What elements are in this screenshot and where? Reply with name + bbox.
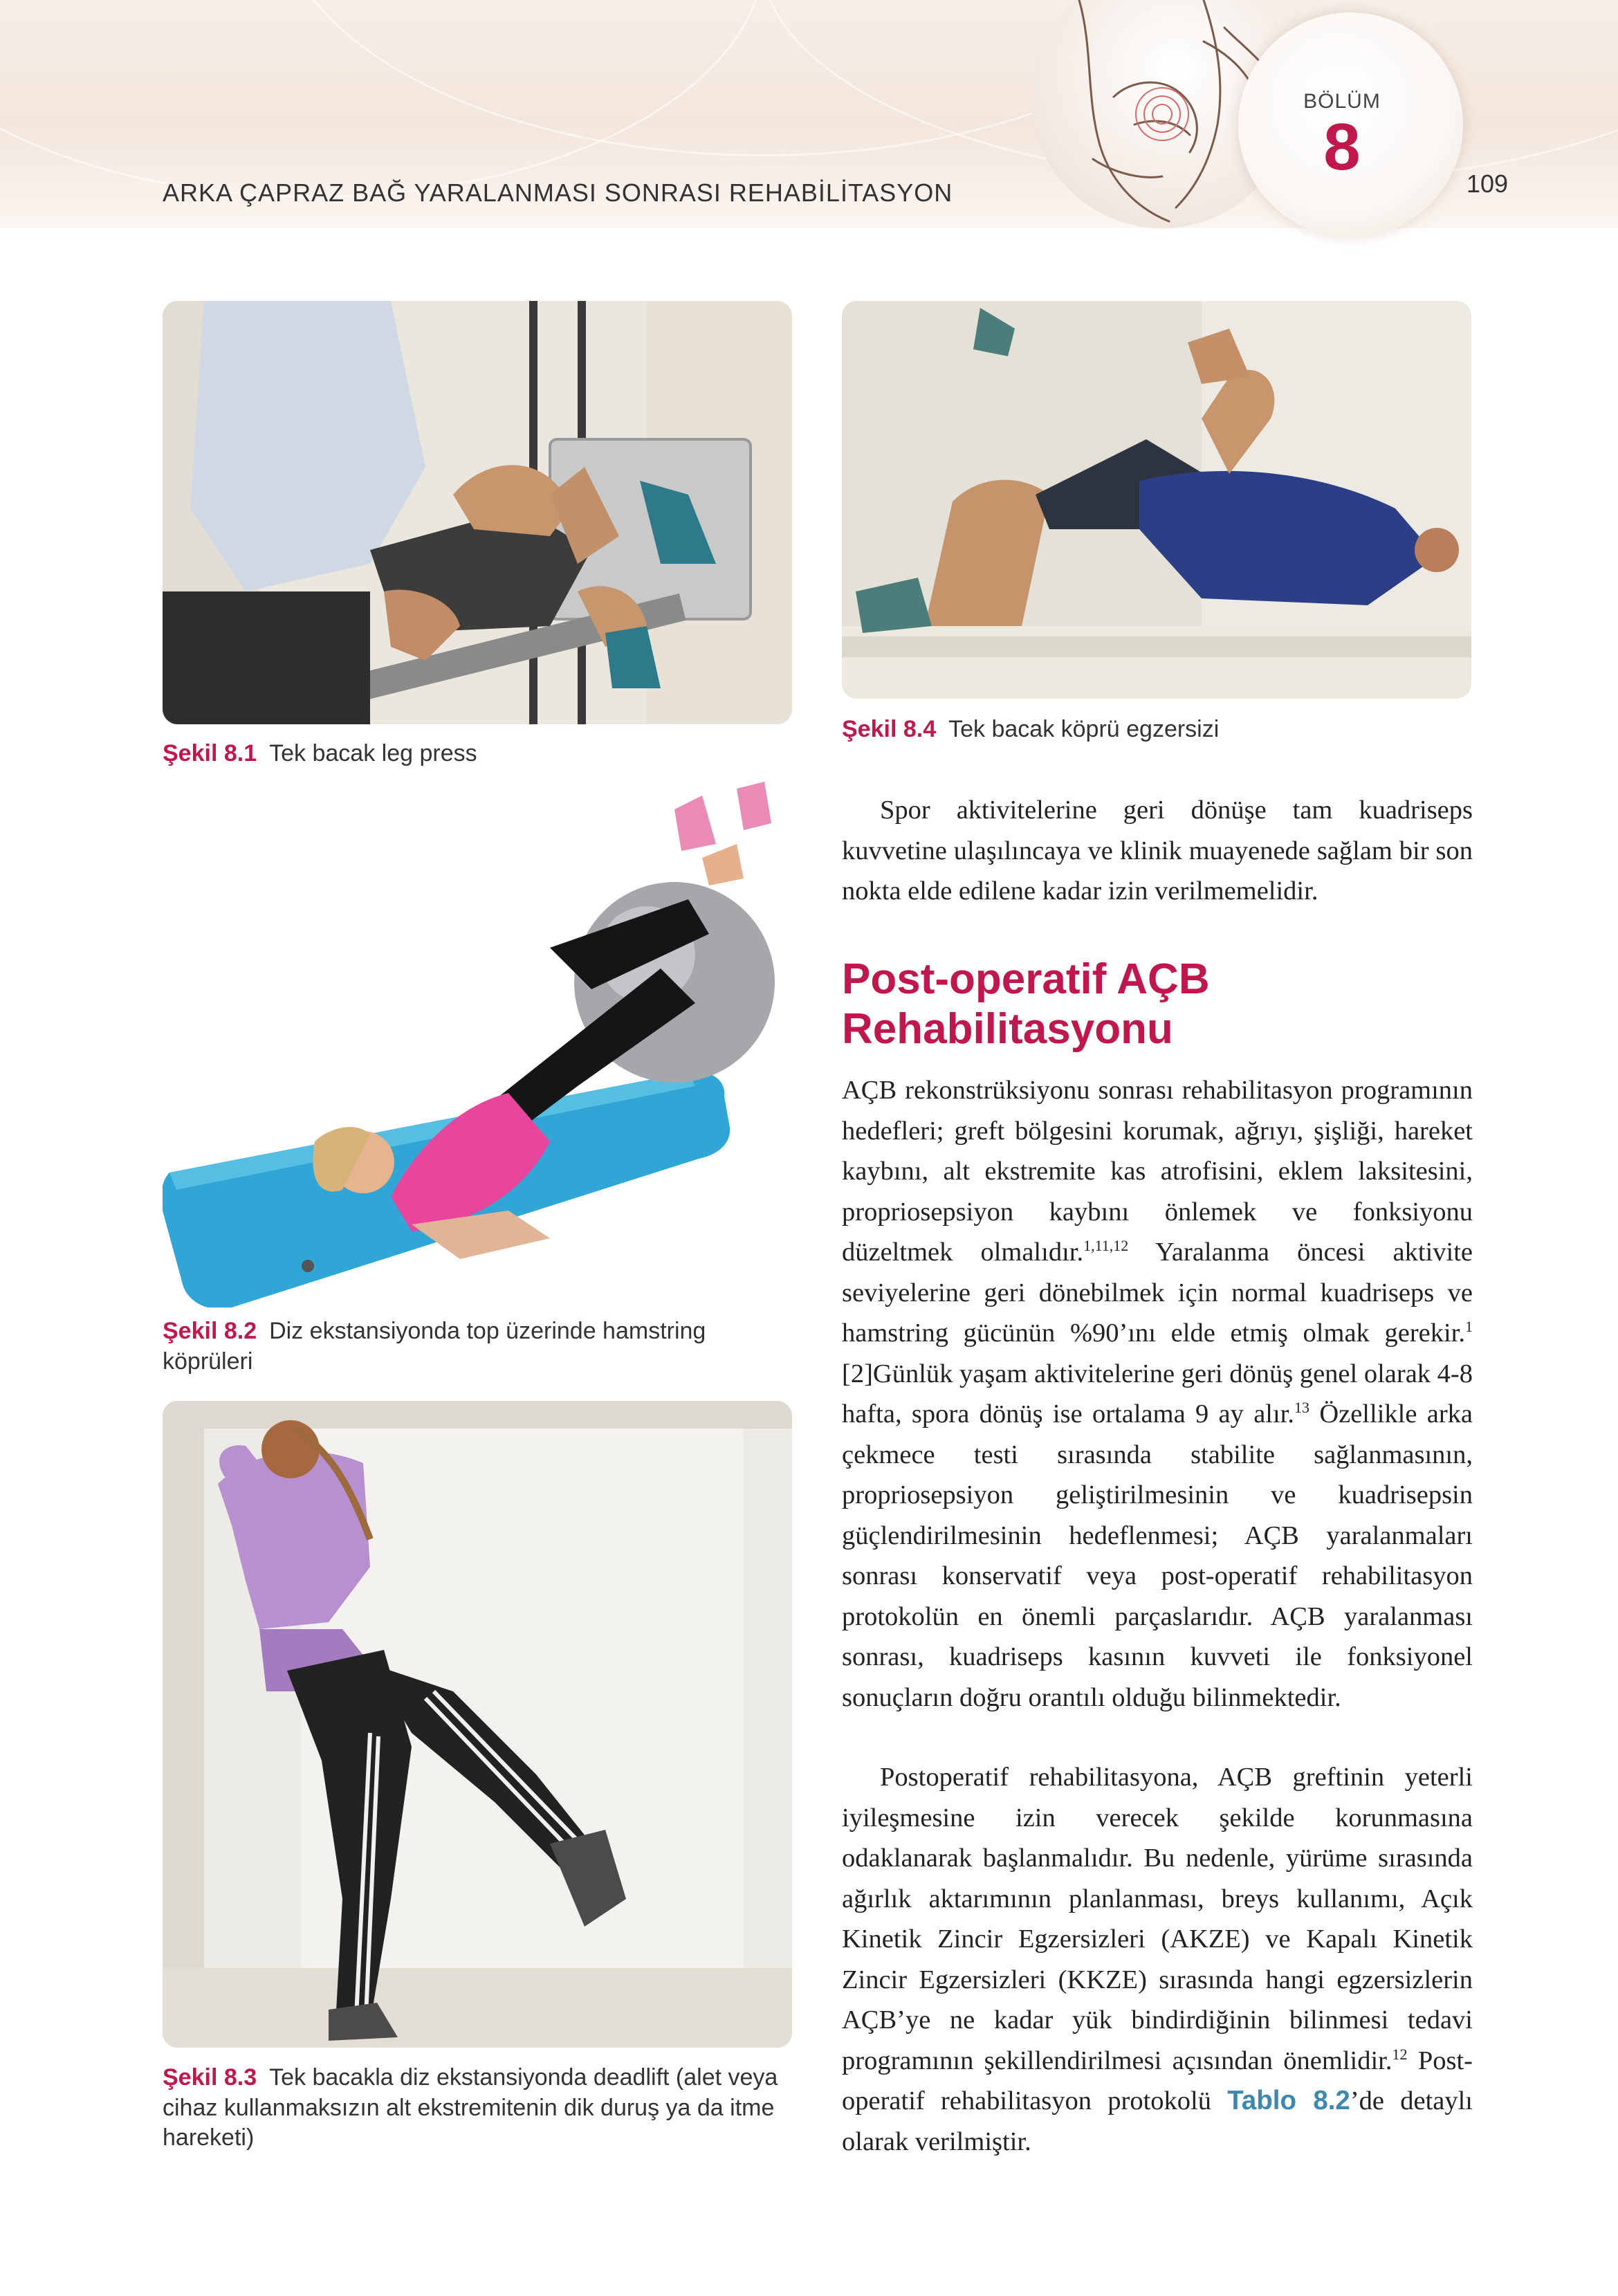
paragraph-text: [2]Günlük yaşam aktivitelerine geri dönüş genel olarak 4-8 hafta, spora dönüş ise ortalama 9 ay alır. xyxy=(842,1359,1473,1429)
reference-superscript: 13 xyxy=(1294,1399,1309,1417)
figure-8-2-caption xyxy=(163,1316,785,1377)
figure-8-3-photo xyxy=(163,1401,792,2048)
figure-caption-text: Tek bacak leg press xyxy=(269,740,477,766)
paragraph-text: ’de detaylı olarak verilmiştir. xyxy=(842,2086,1473,2156)
intro-paragraph: Spor aktivitelerine geri dönüşe tam kuadriseps kuvvetine ulaşılıncaya ve klinik muayenede sağlam bir son nokta elde edilene kadar izin verilmemelidir. xyxy=(842,796,1473,906)
body-paragraph-1 xyxy=(842,1070,1473,1718)
reference-superscript: 1,11,12 xyxy=(1083,1237,1129,1255)
figure-label: Şekil 8.3 xyxy=(163,2064,257,2091)
figure-label: Şekil 8.4 xyxy=(842,716,937,742)
figure-caption-text: Tek bacak köprü egzersizi xyxy=(948,716,1220,742)
paragraph-text: Özellikle arka çekmece testi sırasında stabilite sağlanmasının, propriosepsiyon geliştirilmesinin ve kuadrisepsin güçlendirilmesinin hedeflenmesi; AÇB yaralanmaları sonrası konservatif veya post-operatif rehabilitasyon protokolün en önemli parçaslarıdır. AÇB yaralanması sonrası, kuadriseps kasının kuvveti ile fonksiyonel sonuçların doğru orantılı olduğu bilinmektedir. xyxy=(842,1399,1473,1712)
paragraph-text: Postoperatif rehabilitasyona, AÇB greftinin yeterli iyileşmesine izin verecek şekilde korunmasına odaklanarak başlanmalıdır. Bu nedenle, yürüme sırasında ağırlık aktarımının planlanması, breys kullanımı, Açık Kinetik Zincir Egzersizleri (AKZE) ve Kapalı Kinetik Zincir Egzersizleri (KKZE) sırasında hangi egzersizlerin AÇB’ye ne kadar yük bindirdiğinin bilinmesi tedavi programının şekillendirilmesi açısından önemlidir. xyxy=(842,1763,1473,2075)
figure-caption-text: Diz ekstansiyonda top üzerinde hamstring köprüleri xyxy=(163,1318,706,1375)
figure-8-4-caption xyxy=(842,715,1464,745)
figure-label: Şekil 8.1 xyxy=(163,740,257,766)
paragraph-text: Yaralanma öncesi aktivite seviyelerine geri dönebilmek için normal kuadriseps ve hamstring gücünün %90’ını elde etmiş olmak gerekir. xyxy=(842,1238,1473,1348)
figure-caption-text: Tek bacakla diz ekstansiyonda deadlift (alet veya cihaz kullanmaksızın alt ekstremitenin dik duruş ya da itme hareketi) xyxy=(163,2064,778,2151)
reference-superscript: 1 xyxy=(1465,1318,1473,1336)
figure-8-2-photo xyxy=(163,782,792,1307)
section-title: Post-operatif AÇB Rehabilitasyonu xyxy=(842,955,1210,1053)
single-leg-deadlift-illustration xyxy=(163,1401,792,2048)
figure-8-4-photo xyxy=(842,301,1471,699)
running-title: ARKA ÇAPRAZ BAĞ YARALANMASI SONRASI REHABİLİTASYON xyxy=(163,178,953,207)
paragraph-text: Post-operatif rehabilitasyon protokolü xyxy=(842,2046,1473,2115)
body-paragraph-2 xyxy=(842,1757,1473,2162)
single-leg-bridge-illustration xyxy=(842,301,1471,699)
paragraph-text: AÇB rekonstrüksiyonu sonrası rehabilitasyon programının hedefleri; greft bölgesini korumak, ağrıyı, şişliği, hareket kaybını, alt ekstremite kas atrofisini, eklem laksitesini, propriosepsiyon kaybını önlemek ve fonksiyonu düzeltmek olmalıdır. xyxy=(842,1076,1473,1267)
table-8-2-link[interactable]: Tablo 8.2 xyxy=(1227,2086,1350,2115)
figure-label: Şekil 8.2 xyxy=(163,1318,257,1344)
figure-8-1-photo xyxy=(163,301,792,724)
reference-superscript: 12 xyxy=(1392,2045,1408,2063)
hamstring-bridge-illustration xyxy=(163,782,792,1307)
figure-8-1-caption xyxy=(163,739,785,769)
chapter-number: 8 xyxy=(1323,110,1361,184)
chapter-label: BÖLÜM xyxy=(1303,90,1381,113)
leg-press-illustration xyxy=(163,301,792,724)
page-number: 109 xyxy=(1467,169,1509,198)
figure-8-3-caption xyxy=(163,2063,785,2153)
